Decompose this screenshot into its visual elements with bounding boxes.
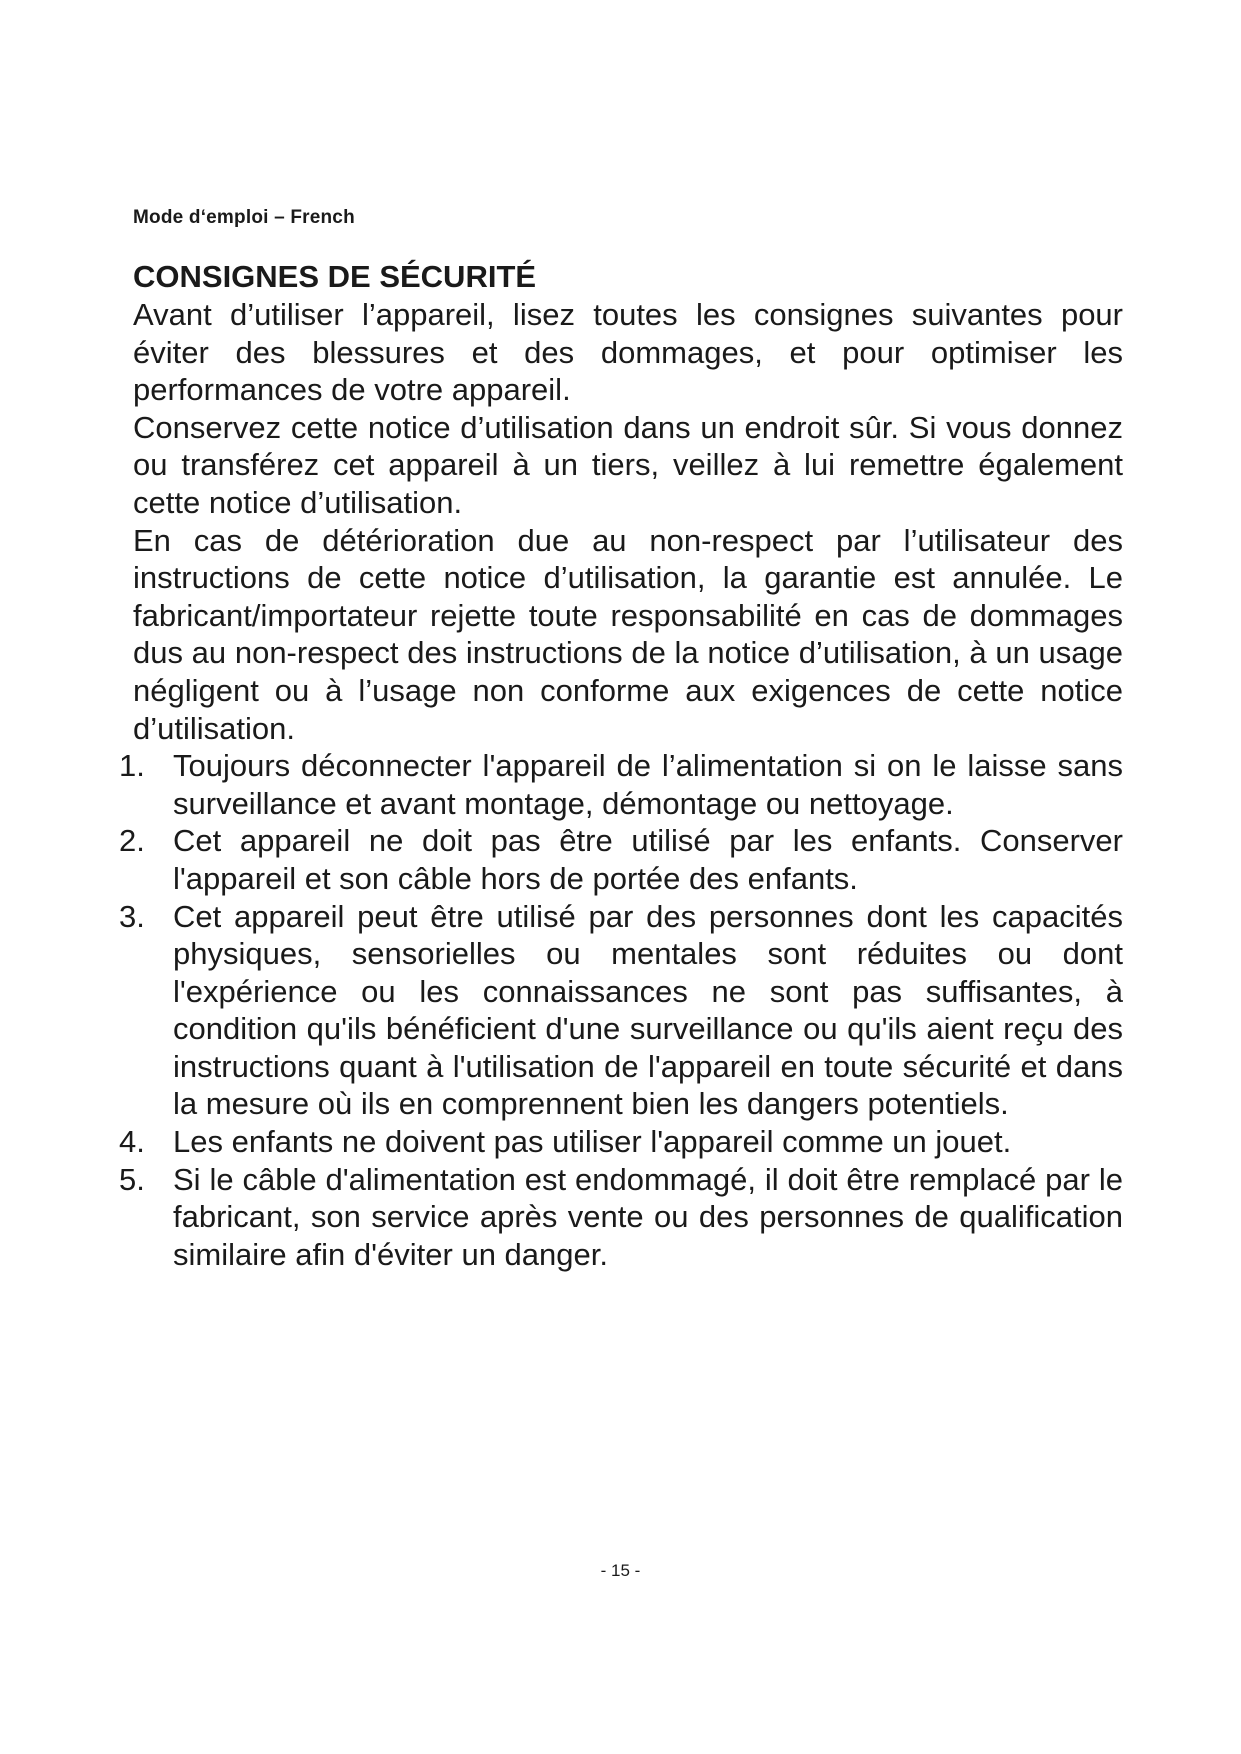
list-item <box>119 747 1123 822</box>
list-item-text: Cet appareil peut être utilisé par des personnes dont les capacités physiques, sensorielles ou mentales sont réduites ou dont l'expérience ou les connaissances ne sont pas suffisantes, à condition qu'ils bénéficient d'une surveillance ou qu'ils aient reçu des instructions quant à l'utilisation de l'appareil en toute sécurité et dans la mesure où ils en comprennent bien les dangers potentiels. <box>173 898 1123 1122</box>
list-item-text: Si le câble d'alimentation est endommagé, il doit être remplacé par le fabricant, son service après vente ou des personnes de qualification similaire afin d'éviter un danger. <box>173 1161 1123 1272</box>
list-item-number: 1. <box>119 748 145 784</box>
list-item-number: 3. <box>119 898 145 934</box>
list-item-text: Cet appareil ne doit pas être utilisé par les enfants. Conserver l'appareil et son câble hors de portée des enfants. <box>173 823 1123 896</box>
document-header-label: Mode d‘emploi – French <box>133 207 355 228</box>
document-content <box>119 258 1123 1273</box>
section-title: CONSIGNES DE SÉCURITÉ <box>133 259 537 294</box>
list-item <box>119 1161 1123 1274</box>
intro-paragraph: Conservez cette notice d’utilisation dans un endroit sûr. Si vous donnez ou transférez cet appareil à un tiers, veillez à lui remettre également cette notice d’utilisation. <box>133 409 1123 520</box>
intro-paragraph: Avant d’utiliser l’appareil, lisez toutes les consignes suivantes pour éviter des blessures et des dommages, et pour optimiser les performances de votre appareil. <box>133 297 1123 408</box>
page-number: - 15 - <box>600 1561 641 1580</box>
list-item <box>119 822 1123 897</box>
list-item-text: Toujours déconnecter l'appareil de l’alimentation si on le laisse sans surveillance et avant montage, démontage ou nettoyage. <box>173 748 1123 821</box>
list-item <box>119 898 1123 1124</box>
list-item-number: 4. <box>119 1124 145 1160</box>
list-item-number: 2. <box>119 823 145 859</box>
safety-instructions-list <box>119 747 1123 1273</box>
list-item <box>119 1123 1123 1161</box>
intro-paragraph: En cas de détérioration due au non-respect par l’utilisateur des instructions de cette notice d’utilisation, la garantie est annulée. Le fabricant/importateur rejette toute responsabilité en cas de dommages dus au non-respect des instructions de la notice d’utilisation, à un usage négligent ou à l’usage non conforme aux exigences de cette notice d’utilisation. <box>133 522 1123 746</box>
list-item-text: Les enfants ne doivent pas utiliser l'appareil comme un jouet. <box>173 1124 1012 1160</box>
list-item-number: 5. <box>119 1161 145 1197</box>
